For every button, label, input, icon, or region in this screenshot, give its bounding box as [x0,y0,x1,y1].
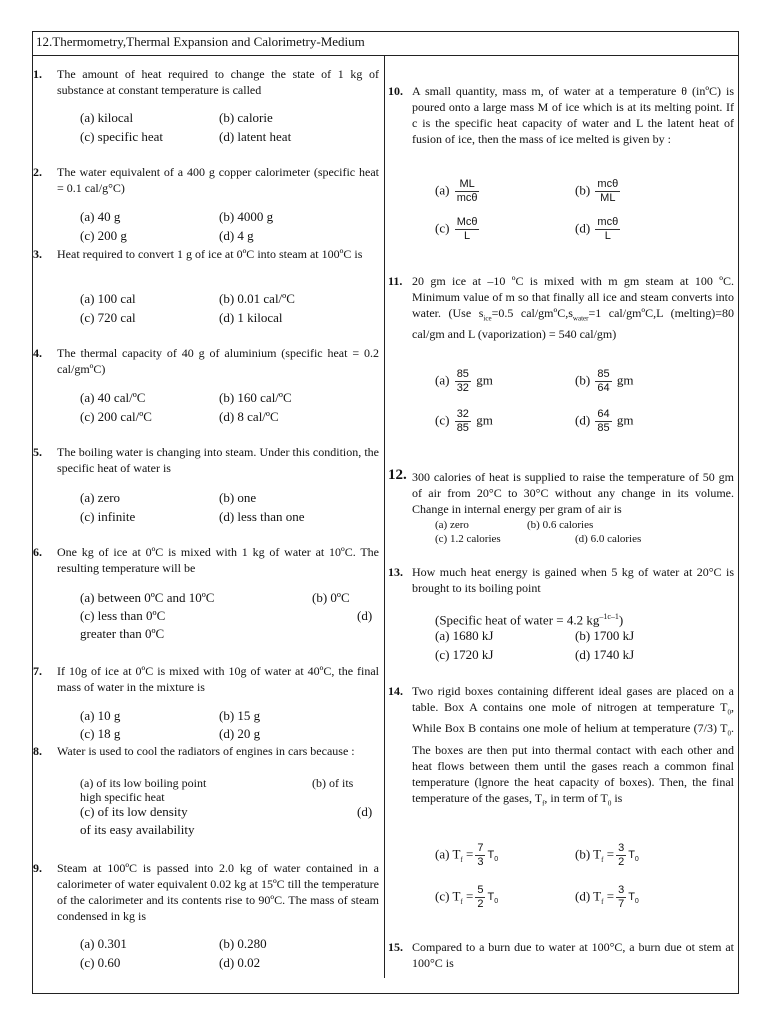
option-a [435,368,493,395]
option-d-label: (d) [575,220,591,236]
fraction [475,842,485,869]
unit: gm [616,412,634,428]
option-b [575,178,622,205]
numerator: mcθ [597,216,619,228]
option-c [435,408,493,435]
page-title: 12.Thermometry,Thermal Expansion and Calorimetry-Medium [36,34,365,49]
question-text: One kg of ice at 0ºC is mixed with 1 kg of water at 10ºC. The resulting temperature will be [57,545,379,575]
option-c: (c) less than 0ºC [80,608,166,623]
option-c: (c) 720 cal [80,310,136,325]
denominator: 2 [618,856,625,868]
subscript: 0 [727,729,731,738]
option-b: (b) 0ºC [312,590,350,605]
question-text: Heat required to convert 1 g of ice at 0ºC into steam at 100ºC is [57,247,363,261]
option-d [575,884,639,912]
option-b [575,368,634,395]
option-a-label: (a) T [435,846,461,862]
option-d: (d) 1 kilocal [219,310,283,325]
numerator: 85 [597,368,610,380]
option-b: (b) 160 cal/ºC [219,390,292,405]
denominator: 32 [456,382,469,394]
option-d-text: of its easy availability [80,822,195,837]
option-d [575,408,634,435]
denominator: L [604,230,611,242]
question-number: 7. [33,664,42,678]
option-b: (b) 0.280 [219,936,267,951]
text-part: 20 gm ice at –10 ºC is mixed with m gm steam at 100 ºC. Minimum value of m so that finally all ice and steam converts into water. (Use s [412,274,734,320]
option-b: (b) 0.01 cal/ºC [219,291,295,306]
fraction [455,178,480,205]
t0 [628,849,639,864]
subscript: f [601,898,604,907]
numerator: mcθ [597,178,619,190]
option-b: (b) 4000 g [219,209,274,224]
option-d: (d) less than one [219,509,305,524]
question-number: 1. [33,67,42,81]
option-c: (c) 200 g [80,228,127,243]
subscript: 0 [607,799,612,808]
fraction [595,216,620,243]
question-text: Steam at 100ºC is passed into 2.0 kg of water contained in a calorimeter of water equivalent 0.02 kg at 15ºC till the temperature of the calorimeter and its contents rise to 90ºC. The mass of steam condensed in kg is [57,861,379,923]
option-a [435,178,481,205]
fraction [616,884,626,911]
option-a-label: (a) [435,372,450,388]
option-d: (d) [357,804,373,819]
question-text: A small quantity, mass m, of water at a temperature θ (inºC) is poured onto a large mass M of ice which is at its melting point. If c is the specific heat capacity of water and L the latent heat of fusion of ice, then the mass of ice melted is given by : [412,84,734,146]
option-b: (b) 1700 kJ [575,628,635,643]
denominator: 64 [597,382,610,394]
option-a-label: (a) [435,182,450,198]
option-c: (c) infinite [80,509,136,524]
question-text [412,273,734,342]
t0 [628,891,639,906]
question-text: The boiling water is changing into steam. Under this condition, the specific heat of water is [57,445,379,475]
question-number: 8. [33,744,42,758]
option-b: (b) calorie [219,110,273,125]
numerator: Mcθ [456,216,478,228]
numerator: ML [455,178,480,192]
denominator: 2 [477,898,484,910]
option-d: (d) 8 cal/ºC [219,409,279,424]
option-b [575,842,639,870]
question-6 [33,544,379,576]
option-d-label: (d) [575,412,591,428]
option-b-text: high specific heat [80,790,165,804]
option-b-label: (b) [575,372,591,388]
fraction [616,842,626,869]
subscript: 0 [634,898,639,906]
t0-symbol: T [487,849,495,862]
text-part: Two rigid boxes containing different ideal gases are placed on a table. Box A contains one mole of nitrogen at temperature T [412,684,734,714]
question-number: 11. [388,274,403,288]
option-c: (c) 200 cal/ºC [80,409,152,424]
option-a [435,842,498,870]
numerator: 5 [477,884,484,896]
question-number: 2. [33,165,42,179]
question-number: 3. [33,247,42,261]
subscript: ice [483,314,492,323]
option-c: (c) 0.60 [80,955,121,970]
option-c: (c) 1720 kJ [435,647,494,662]
numerator: 64 [597,408,610,420]
option-d: (d) 6.0 calories [575,533,642,545]
option-d-label: (d) T [575,888,602,904]
question-number: 13. [388,565,403,579]
subscript: 0 [494,856,499,864]
fraction [455,368,471,395]
t0-symbol: T [628,891,635,904]
subscript: 0 [494,898,499,906]
note-text: ) [618,612,624,628]
option-a: (a) zero [80,490,121,505]
option-b: (b) 15 g [219,708,261,723]
t0 [487,849,499,864]
denominator: L [464,230,471,242]
question-14 [388,683,734,811]
option-d: (d) 4 g [219,228,254,243]
fraction [455,216,480,243]
question-1 [33,66,379,98]
unit: gm [616,372,634,388]
option-c: (c) specific heat [80,129,164,144]
question-text: Water is used to cool the radiators of engines in cars because : [57,744,355,758]
subscript: water [572,314,589,323]
denominator: 85 [456,422,469,434]
option-d-text: greater than 0ºC [80,626,165,641]
option-b: (b) 0.6 calories [527,519,594,531]
option-b: (b) one [219,490,257,505]
question-number: 12. [388,467,407,483]
equals: = [462,888,474,904]
question-4 [33,345,379,377]
denominator: ML [600,192,616,204]
question-7 [33,663,379,695]
option-a: (a) 10 g [80,708,121,723]
option-c: (c) 1.2 calories [435,533,501,545]
option-c [435,216,481,243]
numerator: 32 [456,408,469,420]
option-a: (a) zero [435,519,469,531]
denominator: mcθ [456,192,478,204]
question-number: 15. [388,940,403,954]
question-number: 10. [388,84,403,98]
option-d: (d) 1740 kJ [575,647,635,662]
numerator: 7 [477,842,484,854]
option-b-label: (b) [575,182,591,198]
text-part: is [611,790,623,805]
equals: = [603,846,615,862]
question-number: 6. [33,545,42,559]
option-c-label: (c) T [435,888,461,904]
option-a: (a) 0.301 [80,936,127,951]
option-a: (a) 40 cal/ºC [80,390,146,405]
t0 [487,891,499,906]
question-number: 4. [33,346,42,360]
fraction [455,408,471,435]
subscript: f [601,856,604,865]
fraction [475,884,485,911]
title-bar [32,31,739,56]
equals: = [462,846,474,862]
subscript: f [460,856,463,865]
text-part: , in term of T [544,790,608,805]
superscript: –1c–1 [599,612,619,621]
numerator: 85 [456,368,469,380]
option-a: (a) 40 g [80,209,121,224]
denominator: 3 [477,856,484,868]
column-divider [384,56,385,978]
question-5 [33,444,379,476]
unit: gm [476,412,493,428]
question-10 [388,83,734,147]
option-a: (a) 100 cal [80,291,136,306]
question-number: 14. [388,684,403,698]
option-a: (a) 1680 kJ [435,628,494,643]
option-d [575,216,622,243]
text-part: . The boxes are then put into thermal contact with each other and heat flows between them until the gases reach a common final temperature (lgnore the heat capacity of boxes). Then, the final temperature of the gases, T [412,721,734,805]
numerator: 3 [618,884,625,896]
question-13 [388,564,734,596]
question-number: 9. [33,861,42,875]
option-d: (d) 0.02 [219,955,261,970]
question-8 [33,743,379,759]
question-text: The water equivalent of a 400 g copper calorimeter (specific heat = 0.1 cal/g°C) [57,165,379,195]
question-text: If 10g of ice at 0ºC is mixed with 10g of water at 40ºC, the final mass of water in the mixture is [57,664,379,694]
text-part: , While Box B contains one mole of helium at temperature (7/3) T [412,700,734,736]
question-text [412,683,734,811]
question-text: The thermal capacity of 40 g of aluminium (specific heat = 0.2 cal/gmºC) [57,346,379,376]
question-9 [33,860,379,924]
subscript: f [460,898,463,907]
option-c-label: (c) [435,412,450,428]
denominator: 85 [597,422,610,434]
question-number: 5. [33,445,42,459]
numerator: 3 [618,842,625,854]
question-2 [33,164,379,196]
option-a: (a) kilocal [80,110,134,125]
subscript: 0 [727,708,731,717]
unit: gm [476,372,493,388]
fraction [595,368,611,395]
question-12 [388,469,734,517]
option-c [435,884,498,912]
equals: = [603,888,615,904]
subscript: 0 [634,856,639,864]
text-part: =0.5 cal/gmºC,s [491,306,573,320]
question-text: The amount of heat required to change the state of 1 kg of substance at constant temperature is called [57,67,379,97]
option-d: (d) 20 g [219,726,261,741]
question-11 [388,273,734,342]
question-text: How much heat energy is gained when 5 kg of water at 20°C is brought to its boiling point [412,565,734,595]
fraction [595,408,611,435]
question-text: 300 calories of heat is supplied to raise the temperature of 50 gm of air from 20°C to 30°C without any change in its volume. Change in internal energy per gram of air is [412,470,734,516]
option-d: (d) latent heat [219,129,292,144]
option-b-label: (b) T [575,846,602,862]
option-b: (b) of its [312,776,354,790]
option-a: (a) of its low boiling point [80,776,207,790]
t0-symbol: T [487,891,495,904]
option-c: (c) of its low density [80,804,188,819]
option-c: (c) 18 g [80,726,121,741]
question-15 [388,939,734,971]
fraction [595,178,620,205]
question-3 [33,246,379,262]
text-part: =1 cal/gmºC,L (melting)=80 cal/gm and L (vaporization) = 540 cal/gm) [412,306,734,342]
t0-symbol: T [628,849,635,862]
subscript: f [542,799,545,808]
option-c-label: (c) [435,220,450,236]
option-d: (d) [357,608,373,623]
option-a: (a) between 0ºC and 10ºC [80,590,215,605]
question-text: Compared to a burn due to water at 100°C, a burn due ot stem at 100°C is [412,940,734,970]
note-text: (Specific heat of water = 4.2 kg [435,612,600,628]
denominator: 7 [618,898,625,910]
